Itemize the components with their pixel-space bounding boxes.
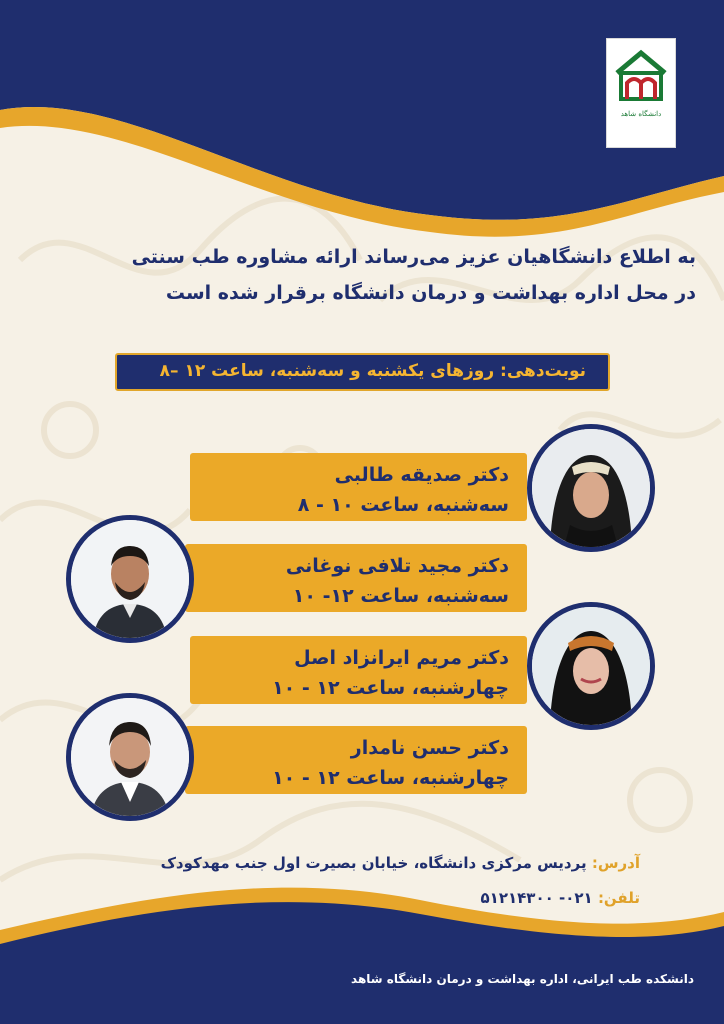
phone-line [481, 889, 640, 907]
female-doctor-photo-icon [532, 607, 650, 725]
doctor-card-3 [190, 636, 527, 704]
doctor-card-1 [190, 453, 527, 521]
phone-number: ۰۲۱- ۵۱۲۱۴۳۰۰ [480, 889, 593, 907]
logo-text: دانشگاه شاهد [620, 110, 662, 118]
shahed-university-logo-icon [607, 39, 675, 109]
doctor-card-4 [185, 726, 527, 794]
male-doctor-photo-icon [71, 698, 189, 816]
address-label: آدرس: [591, 854, 640, 872]
female-doctor-photo-icon [532, 429, 650, 547]
footer-text: دانشکده طب ایرانی، اداره بهداشت و درمان دانشگاه شاهد [351, 972, 694, 986]
doctor-photo-2 [66, 515, 194, 643]
doctor-photo-3 [527, 602, 655, 730]
doctor-name: دکتر صدیقه طالبی [334, 464, 509, 486]
doctor-time: سه‌شنبه، ساعت ۱۰ - ۸ [297, 494, 509, 516]
doctor-name: دکتر مجید تلافی نوغانی [285, 555, 509, 577]
university-logo [606, 38, 676, 148]
doctor-name: دکتر حسن نامدار [350, 737, 509, 759]
doctor-time: چهارشنبه، ساعت ۱۲ - ۱۰ [272, 767, 509, 789]
doctor-name: دکتر مریم ایرانزاد اصل [294, 647, 509, 669]
announcement-line-2: در محل اداره بهداشت و درمان دانشگاه برقرار شده است [165, 282, 696, 304]
male-doctor-photo-icon [71, 520, 189, 638]
doctor-time: سه‌شنبه، ساعت ۱۲- ۱۰ [292, 585, 509, 607]
doctor-time: چهارشنبه، ساعت ۱۲ - ۱۰ [272, 677, 509, 699]
phone-label: تلفن: [597, 889, 640, 907]
address-text: پردیس مرکزی دانشگاه، خیابان بصیرت اول جنب مهدکودک [160, 854, 587, 872]
doctor-card-2 [185, 544, 527, 612]
address-line [161, 854, 640, 872]
appointment-schedule-text: نوبت‌دهی: روزهای یکشنبه و سه‌شنبه، ساعت ۱۲ –۸ [159, 361, 586, 381]
appointment-schedule-banner [115, 353, 610, 391]
doctor-photo-1 [527, 424, 655, 552]
announcement-line-1: به اطلاع دانشگاهیان عزیز می‌رساند ارائه مشاوره طب سنتی [131, 246, 696, 268]
doctor-photo-4 [66, 693, 194, 821]
